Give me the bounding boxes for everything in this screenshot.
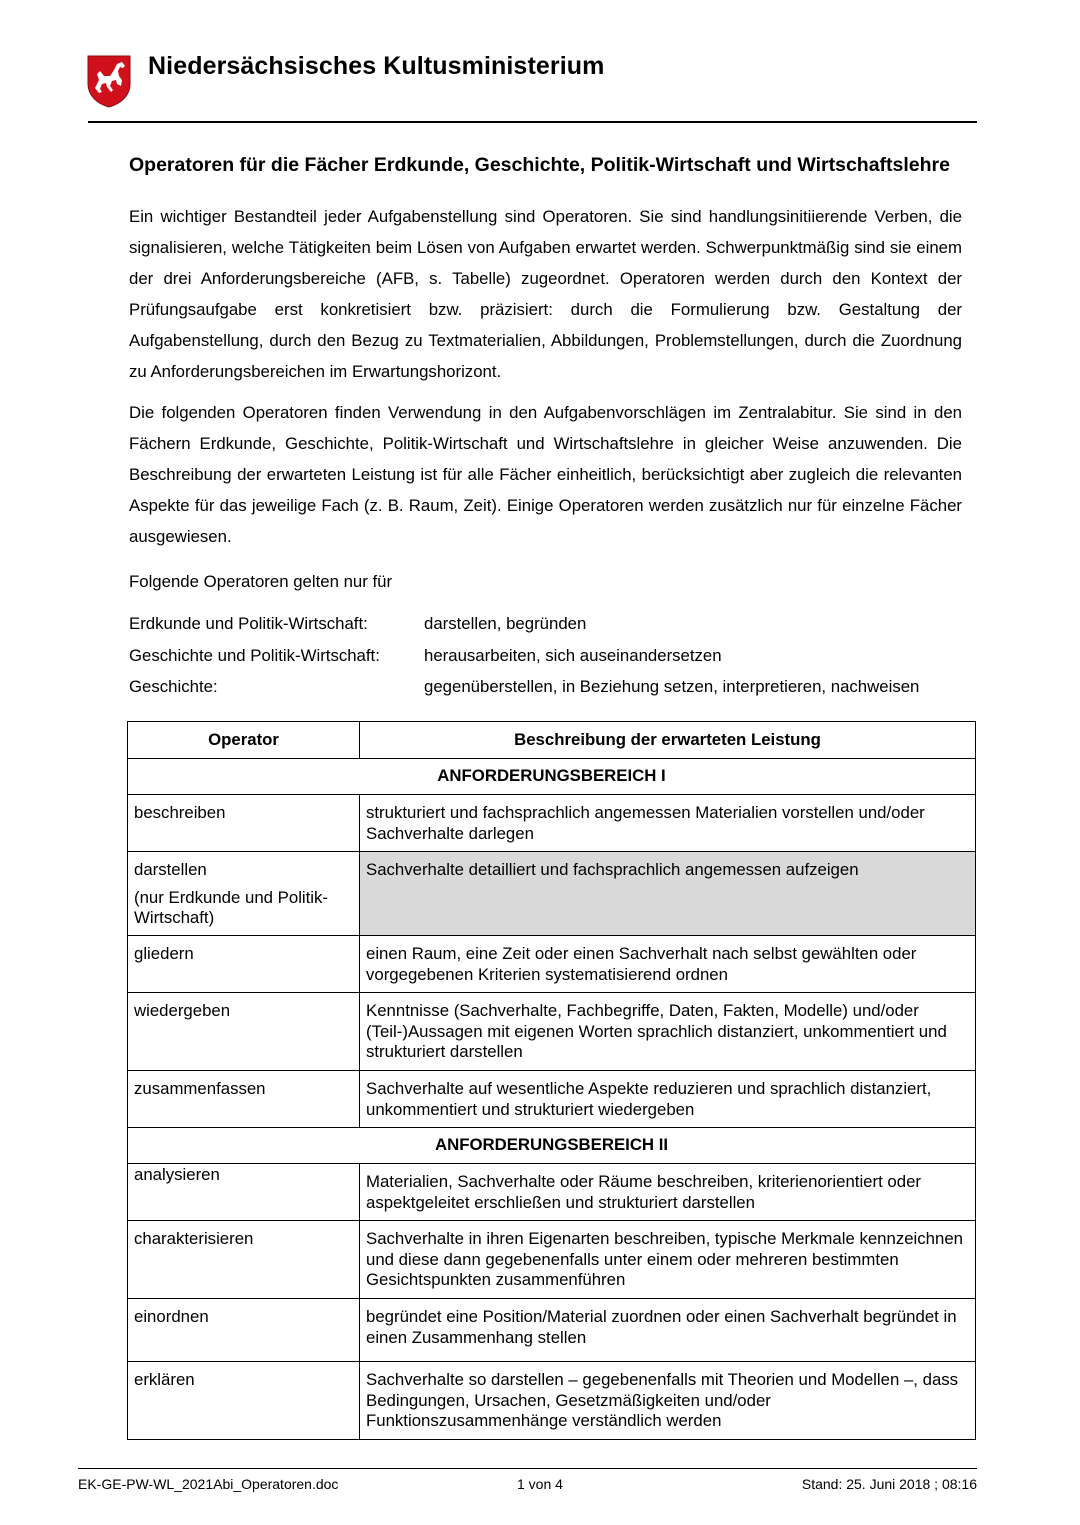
subject-label: Erdkunde und Politik-Wirtschaft: <box>129 614 368 633</box>
table-row <box>128 993 976 1071</box>
operator-cell: erklären <box>128 1362 360 1440</box>
footer-date: Stand: 25. Juni 2018 ; 08:16 <box>801 1476 977 1492</box>
description-cell: Sachverhalte in ihren Eigenarten beschreiben, typische Merkmale kennzeichnen und diese dann gegebenenfalls unter einem oder mehreren bestimmten Gesichtspunkten zusammenführen <box>360 1221 976 1299</box>
table-row <box>128 1071 976 1128</box>
subject-label: Geschichte und Politik-Wirtschaft: <box>129 645 380 665</box>
subject-label: Geschichte: <box>129 677 218 696</box>
operator-cell: gliedern <box>128 936 360 993</box>
column-header-operator: Operator <box>128 722 360 759</box>
section-heading-afb2: ANFORDERUNGSBEREICH II <box>128 1128 976 1164</box>
operator-cell: wiedergeben <box>128 993 360 1071</box>
operator-cell <box>128 852 360 936</box>
description-cell: einen Raum, eine Zeit oder einen Sachverhalt nach selbst gewählten oder vorgegebenen Kriterien systematisierend ordnen <box>360 936 976 993</box>
operator-table <box>127 721 976 1440</box>
table-row <box>128 852 976 936</box>
column-header-description: Beschreibung der erwarteten Leistung <box>360 722 976 759</box>
table-row <box>128 1221 976 1299</box>
ministry-name: Niedersächsisches Kultusministerium <box>148 52 605 80</box>
subject-operator-list <box>129 608 919 703</box>
operator-note: (nur Erdkunde und Politik-Wirtschaft) <box>134 887 329 927</box>
page-header <box>86 52 976 124</box>
operator-name: darstellen <box>134 860 207 879</box>
table-row <box>128 1299 976 1362</box>
table-row <box>128 795 976 852</box>
subject-intro: Folgende Operatoren gelten nur für <box>129 572 393 591</box>
subject-operators: gegenüberstellen, in Beziehung setzen, interpretieren, nachweisen <box>424 677 920 696</box>
description-cell: Sachverhalte detailliert und fachsprachlich angemessen aufzeigen <box>360 852 976 936</box>
operator-cell: beschreiben <box>128 795 360 852</box>
table-header-row <box>128 722 976 759</box>
description-cell: begründet eine Position/Material zuordnen oder einen Sachverhalt begründet in einen Zusammenhang stellen <box>360 1299 976 1362</box>
table-row <box>128 936 976 993</box>
header-divider <box>88 121 977 123</box>
list-item <box>129 640 919 672</box>
footer-page-number: 1 von 4 <box>517 1476 563 1492</box>
subject-operators: herausarbeiten, sich auseinandersetzen <box>424 645 722 665</box>
section-heading-afb1: ANFORDERUNGSBEREICH I <box>128 759 976 795</box>
operator-cell: einordnen <box>128 1299 360 1362</box>
section-row <box>128 759 976 795</box>
description-cell: Materialien, Sachverhalte oder Räume beschreiben, kriterienorientiert oder aspektgeleitet erschließen und strukturiert darstellen <box>360 1164 976 1221</box>
subject-operators: darstellen, begründen <box>424 614 587 633</box>
footer-divider <box>78 1468 977 1469</box>
description-cell: Sachverhalte so darstellen – gegebenenfalls mit Theorien und Modellen –, dass Bedingungen, Ursachen, Gesetzmäßigkeiten und/oder Funktionszusammenhänge verständlich werden <box>360 1362 976 1440</box>
section-row <box>128 1128 976 1164</box>
operator-cell: analysieren <box>128 1164 360 1221</box>
footer-filename: EK-GE-PW-WL_2021Abi_Operatoren.doc <box>78 1476 339 1492</box>
table-row <box>128 1362 976 1440</box>
document-title: Operatoren für die Fächer Erdkunde, Geschichte, Politik-Wirtschaft und Wirtschaftslehre <box>129 154 950 176</box>
usage-paragraph: Die folgenden Operatoren finden Verwendung in den Aufgabenvorschlägen im Zentralabitur. Sie sind in den Fächern Erdkunde, Geschichte, Politik-Wirtschaft und Wirtschaftslehre in gleicher Weise anzuwenden. Die Beschreibung der erwarteten Leistung ist für alle Fächer einheitlich, berücksichtigt aber zugleich die relevanten Aspekte für das jeweilige Fach (z. B. Raum, Zeit). Einige Operatoren werden zusätzlich nur für einzelne Fächer ausgewiesen. <box>129 403 962 546</box>
intro-paragraph: Ein wichtiger Bestandteil jeder Aufgabenstellung sind Operatoren. Sie sind handlungsinitiierende Verben, die signalisieren, welche Tätigkeiten beim Lösen von Aufgaben erwartet werden. Schwerpunktmäßig sind sie einem der drei Anforderungsbereiche (AFB, s. Tabelle) zugeordnet. Operatoren werden durch den Kontext der Prüfungsaufgabe erst konkretisiert bzw. präzisiert: durch die Formulierung bzw. Gestaltung der Aufgabenstellung, durch den Bezug zu Textmaterialien, Abbildungen, Problemstellungen, durch die Zuordnung zu Anforderungsbereichen im Erwartungshorizont. <box>129 207 962 381</box>
list-item <box>129 608 919 640</box>
description-cell: Sachverhalte auf wesentliche Aspekte reduzieren und sprachlich distanziert, unkommentiert und strukturiert wiedergeben <box>360 1071 976 1128</box>
list-item <box>129 671 919 703</box>
table-row <box>128 1164 976 1221</box>
description-cell: Kenntnisse (Sachverhalte, Fachbegriffe, Daten, Fakten, Modelle) und/oder (Teil-)Aussagen mit eigenen Worten sprachlich distanziert, unkommentiert und strukturiert darstellen <box>360 993 976 1071</box>
operator-cell: zusammenfassen <box>128 1071 360 1128</box>
description-cell: strukturiert und fachsprachlich angemessen Materialien vorstellen und/oder Sachverhalte darlegen <box>360 795 976 852</box>
lower-saxony-horse-crest-icon <box>86 54 132 108</box>
operator-cell: charakterisieren <box>128 1221 360 1299</box>
